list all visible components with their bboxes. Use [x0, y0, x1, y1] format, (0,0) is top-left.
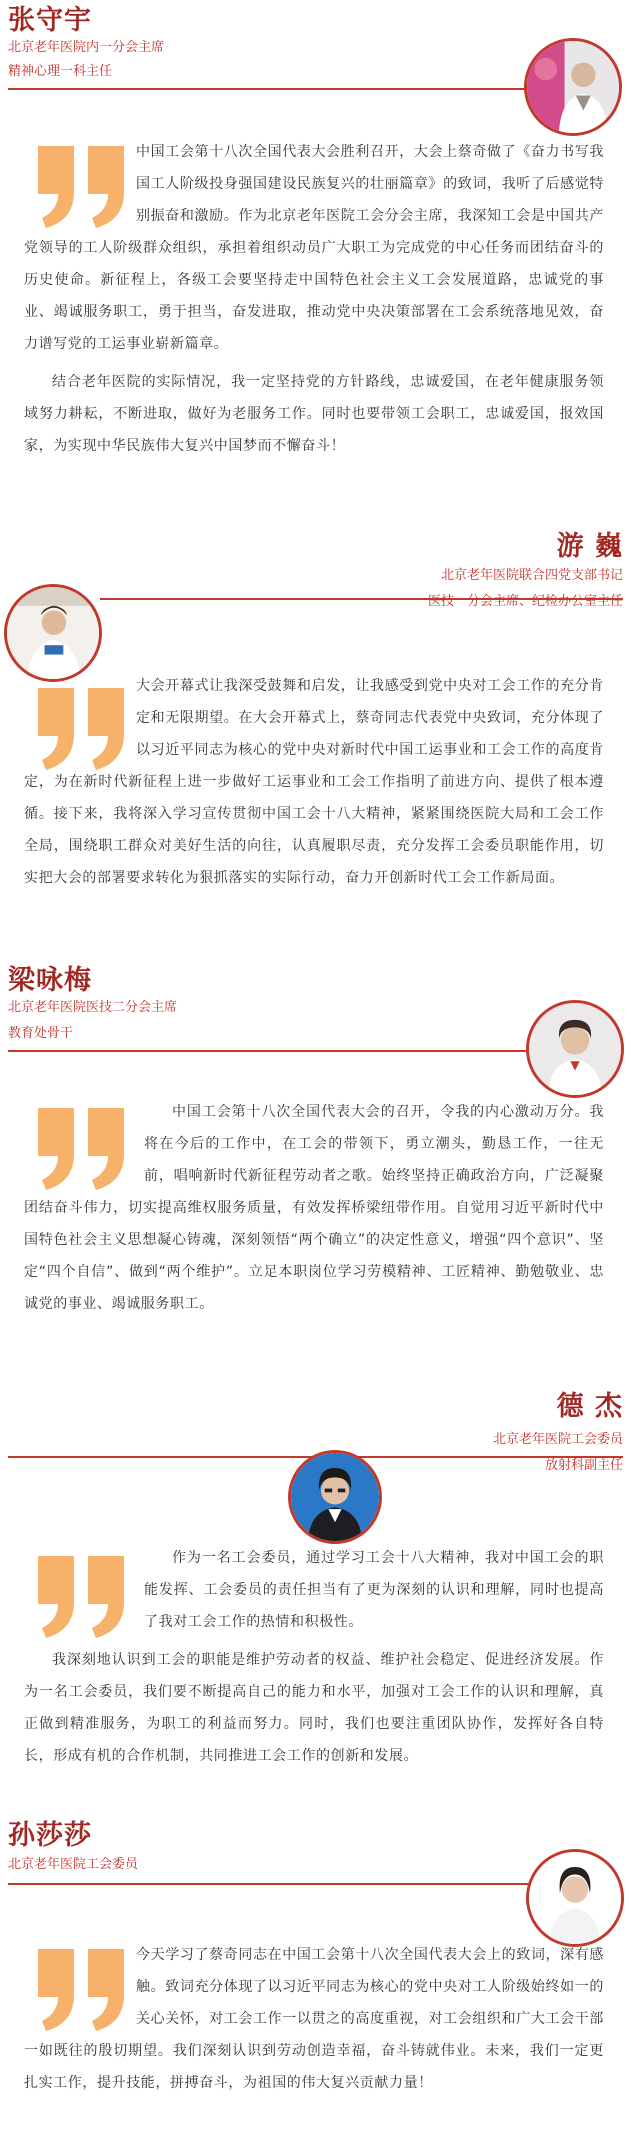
- profile-affiliation: 北京老年医院工会委员: [8, 1857, 139, 1872]
- profile-section-3: [0, 960, 631, 1360]
- quote-spacer: [24, 1939, 136, 2027]
- profile-affiliation: 北京老年医院内一分会主席: [8, 40, 165, 55]
- profile-name: 德 杰: [556, 1391, 623, 1422]
- portrait-photo: [526, 1849, 624, 1947]
- divider-line: [8, 1883, 538, 1885]
- profile-meta: [428, 566, 623, 612]
- divider-line: [8, 88, 538, 90]
- profile-name: 梁咏梅: [8, 965, 92, 996]
- profile-affiliation: 北京老年医院工会委员: [492, 1432, 623, 1447]
- portrait-photo: [526, 1000, 624, 1098]
- profile-meta: [493, 1430, 623, 1476]
- profile-affiliation: 北京老年医院联合四党支部书记: [440, 568, 623, 583]
- divider-line: [100, 598, 623, 600]
- profile-title: 精神心理一科主任: [8, 64, 113, 79]
- divider-line: [8, 1050, 538, 1052]
- profile-name: 张守宇: [8, 5, 92, 36]
- portrait-photo: [288, 1450, 382, 1544]
- statement-paragraph: 今天学习了蔡奇同志在中国工会第十八次全国代表大会上的致词，深有感触。致词充分体现了以习近平同志为核心的党中央对工人阶级始终如一的关心关怀，对工会工作一以贯之的高度重视，对工会组织和广大工会干部一如既往的殷切期望。我们深刻认识到劳动创造幸福，奋斗铸就伟业。未来，我们一定更扎实工作，提升技能，拼搏奋斗，为祖国的伟大复兴贡献力量！: [24, 1947, 604, 2091]
- profile-statement: [24, 136, 604, 462]
- profile-statement: [24, 670, 604, 894]
- profile-section-4: [0, 1390, 631, 1810]
- profile-title: 放射科副主任: [544, 1458, 623, 1473]
- statement-paragraph: 结合老年医院的实际情况，我一定坚持党的方针路线，忠诚爱国，在老年健康服务领域努力耕耘，不断进取，做好为老服务工作。同时也要带领工会职工，忠诚爱国，报效国家，为实现中华民族伟大复兴中国梦而不懈奋斗！: [24, 374, 604, 454]
- statement-paragraph: 中国工会第十八次全国代表大会的召开，令我的内心激动万分。我将在今后的工作中，在工会的带领下，勇立潮头，勤恳工作，一往无前，唱响新时代新征程劳动者之歌。始终坚持正确政治方向，广泛凝聚团结奋斗伟力，切实提高维权服务质量，有效发挥桥梁纽带作用。自觉用习近平新时代中国特色社会主义思想凝心铸魂，深刻领悟“两个确立”的决定性意义，增强“四个意识”、坚定“四个自信”、做到“两个维护”。立足本职岗位学习劳模精神、工匠精神、勤勉敬业、忠诚党的事业、竭诚服务职工。: [24, 1104, 604, 1312]
- profile-meta: [8, 1855, 138, 1875]
- profile-name: 孙莎莎: [8, 1820, 92, 1851]
- statement-paragraph: 中国工会第十八次全国代表大会胜利召开，大会上蔡奇做了《奋力书写我国工人阶级投身强国建设民族复兴的壮丽篇章》的致词，我听了后感觉特别振奋和激励。作为北京老年医院工会分会主席，我深知工会是中国共产党领导的工人阶级群众组织，承担着组织动员广大职工为完成党的中心任务而团结奋斗的历史使命。新征程上，各级工会要坚持走中国特色社会主义工会发展道路，忠诚党的事业、竭诚服务职工，勇于担当，奋发进取，推动党中央决策部署在工会系统落地见效，奋力谱写党的工运事业崭新篇章。: [24, 144, 604, 352]
- profile-meta: [8, 38, 164, 82]
- profile-affiliation: 北京老年医院医技二分会主席: [8, 1000, 178, 1015]
- statement-paragraph: 作为一名工会委员，通过学习工会十八大精神，我对中国工会的职能发挥、工会委员的责任担当有了更为深刻的认识和理解，同时也提高了我对工会工作的热情和积极性。: [144, 1550, 604, 1630]
- statement-paragraph: 我深刻地认识到工会的职能是维护劳动者的权益、维护社会稳定、促进经济发展。作为一名工会委员，我们要不断提高自己的能力和水平，加强对工会工作的认识和理解，真正做到精准服务，为职工的利益而努力。同时，我们也要注重团队协作，发挥好各自特长，形成有机的合作机制，共同推进工会工作的创新和发展。: [24, 1652, 604, 1764]
- profile-title: 医技一分会主席、纪检办公室主任: [427, 594, 623, 609]
- statement-paragraph: 大会开幕式让我深受鼓舞和启发，让我感受到党中央对工会工作的充分肯定和无限期望。在大会开幕式上，蔡奇同志代表党中央致词，充分体现了以习近平同志为核心的党中央对新时代中国工运事业和工会工作的高度肯定，为在新时代新征程上进一步做好工运事业和工会工作指明了前进方向、提供了根本遵循。接下来，我将深入学习宣传贯彻中国工会十八大精神，紧紧围绕医院大局和工会工作全局，围绕职工群众对美好生活的向往，认真履职尽责，充分发挥工会委员职能作用，切实把大会的部署要求转化为狠抓落实的实际行动，奋力开创新时代工会工作新局面。: [24, 678, 604, 886]
- quote-spacer: [24, 136, 136, 224]
- profile-section-2: [0, 530, 631, 970]
- profile-statement: [24, 1939, 604, 2099]
- quote-spacer: [24, 1096, 144, 1184]
- profile-statement: [24, 1542, 604, 1772]
- portrait-photo: [4, 584, 102, 682]
- quote-spacer: [24, 1542, 144, 1634]
- profile-title: 教育处骨干: [8, 1026, 74, 1041]
- profile-section-5: [0, 1815, 631, 2133]
- profile-statement: [24, 1096, 604, 1320]
- portrait-photo: [524, 38, 622, 136]
- quote-spacer: [24, 670, 136, 758]
- profile-section-1: [0, 0, 631, 520]
- profile-meta: [8, 998, 177, 1044]
- profile-name: 游 巍: [556, 531, 623, 562]
